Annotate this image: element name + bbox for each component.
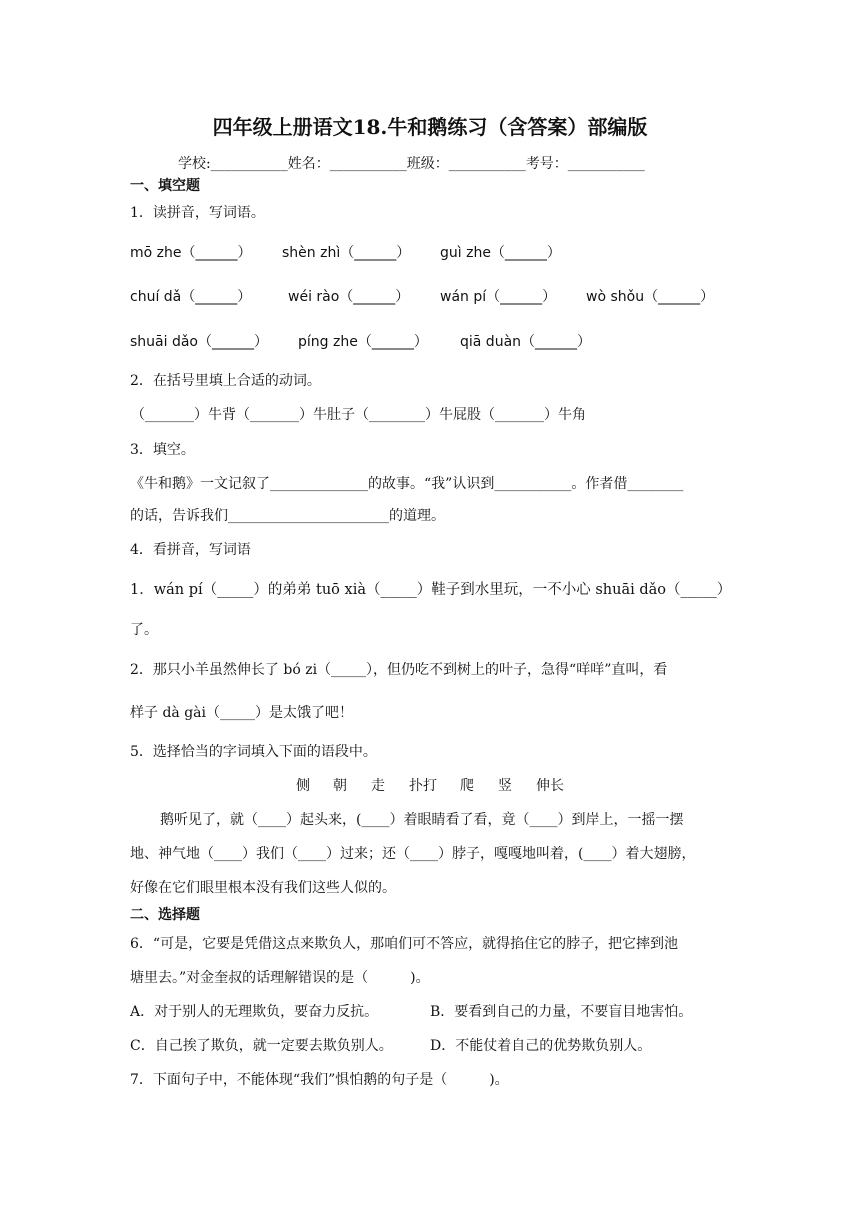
section-fill-in-heading: 一、填空题	[130, 178, 200, 194]
q4-sentence: 了。	[130, 622, 158, 638]
section-choice-heading: 二、选择题	[130, 907, 200, 923]
q1-prompt: 1．读拼音，写词语。	[130, 205, 265, 221]
q3-prompt: 3．填空。	[130, 442, 195, 458]
q6-option-a: A．对于别人的无理欺负，要奋力反抗。	[130, 1004, 379, 1020]
q1-item: guì zhe（______）	[440, 245, 561, 261]
q6-option-d: D．不能仗着自己的优势欺负别人。	[430, 1038, 652, 1054]
q6-stem: 塘里去。”对金奎叔的话理解错误的是（ )。	[130, 970, 430, 986]
q1-item: píng zhe（______）	[298, 334, 428, 350]
q5-option: 爬	[460, 778, 474, 794]
q3-line: 的话，告诉我们_______________________的道理。	[130, 508, 445, 524]
student-info-line: 学校:___________姓名：___________班级：___________考号：___________	[178, 156, 645, 172]
q1-item: wéi rào（______）	[288, 289, 410, 305]
q5-option: 竖	[498, 778, 512, 794]
q5-paragraph-line: 好像在它们眼里根本没有我们这些人似的。	[130, 880, 396, 896]
q1-item: shuāi dǎo（______）	[130, 334, 268, 350]
q6-option-b: B．要看到自己的力量，不要盲目地害怕。	[430, 1004, 693, 1020]
q5-option: 走	[371, 778, 385, 794]
q4-prompt: 4．看拼音，写词语	[130, 542, 251, 558]
q1-item: wán pí（______）	[440, 289, 557, 305]
q5-option: 伸长	[536, 778, 564, 794]
q2-prompt: 2．在括号里填上合适的动词。	[130, 373, 321, 389]
q7-stem: 7．下面句子中，不能体现“我们”惧怕鹅的句子是（ )。	[130, 1072, 509, 1088]
q1-item: qiā duàn（______）	[460, 334, 592, 350]
q5-option: 侧	[296, 778, 310, 794]
q5-paragraph-line: 鹅听见了，就（____）起头来，(____）着眼睛看了看，竟（____）到岸上，一摇一摆	[160, 812, 684, 828]
q5-option: 朝	[333, 778, 347, 794]
document-title: 四年级上册语文18.牛和鹅练习（含答案）部编版	[212, 115, 648, 139]
q4-sentence: 样子 dà gài（_____）是太饿了吧！	[130, 705, 353, 721]
q2-line: （_______）牛背（_______）牛肚子（________）牛屁股（_______）牛角	[131, 407, 586, 423]
q5-prompt: 5．选择恰当的字词填入下面的语段中。	[130, 744, 377, 760]
q1-item: shèn zhì（______）	[282, 245, 411, 261]
q4-sentence: 2．那只小羊虽然伸长了 bó zi（_____），但仍吃不到树上的叶子，急得“咩咩”直叫，看	[130, 662, 668, 678]
q6-option-c: C．自己挨了欺负，就一定要去欺负别人。	[130, 1038, 393, 1054]
q1-item: mō zhe（______）	[130, 245, 252, 261]
q1-item: wò shǒu（______）	[586, 289, 715, 305]
q6-stem: 6．“可是，它要是凭借这点来欺负人，那咱们可不答应，就得掐住它的脖子，把它摔到池	[130, 936, 679, 952]
q5-paragraph-line: 地、神气地（____）我们（____）过来；还（____）脖子，嘎嘎地叫着，(____）着大翅膀，	[130, 846, 696, 862]
q4-sentence: 1．wán pí（_____）的弟弟 tuō xià（_____）鞋子到水里玩，一不小心 shuāi dǎo（_____）	[130, 582, 732, 598]
q5-option: 扑打	[409, 778, 437, 794]
q3-line: 《牛和鹅》一文记叙了______________的故事。“我”认识到___________。作者借________	[130, 476, 684, 492]
q1-item: chuí dǎ（______）	[130, 289, 252, 305]
